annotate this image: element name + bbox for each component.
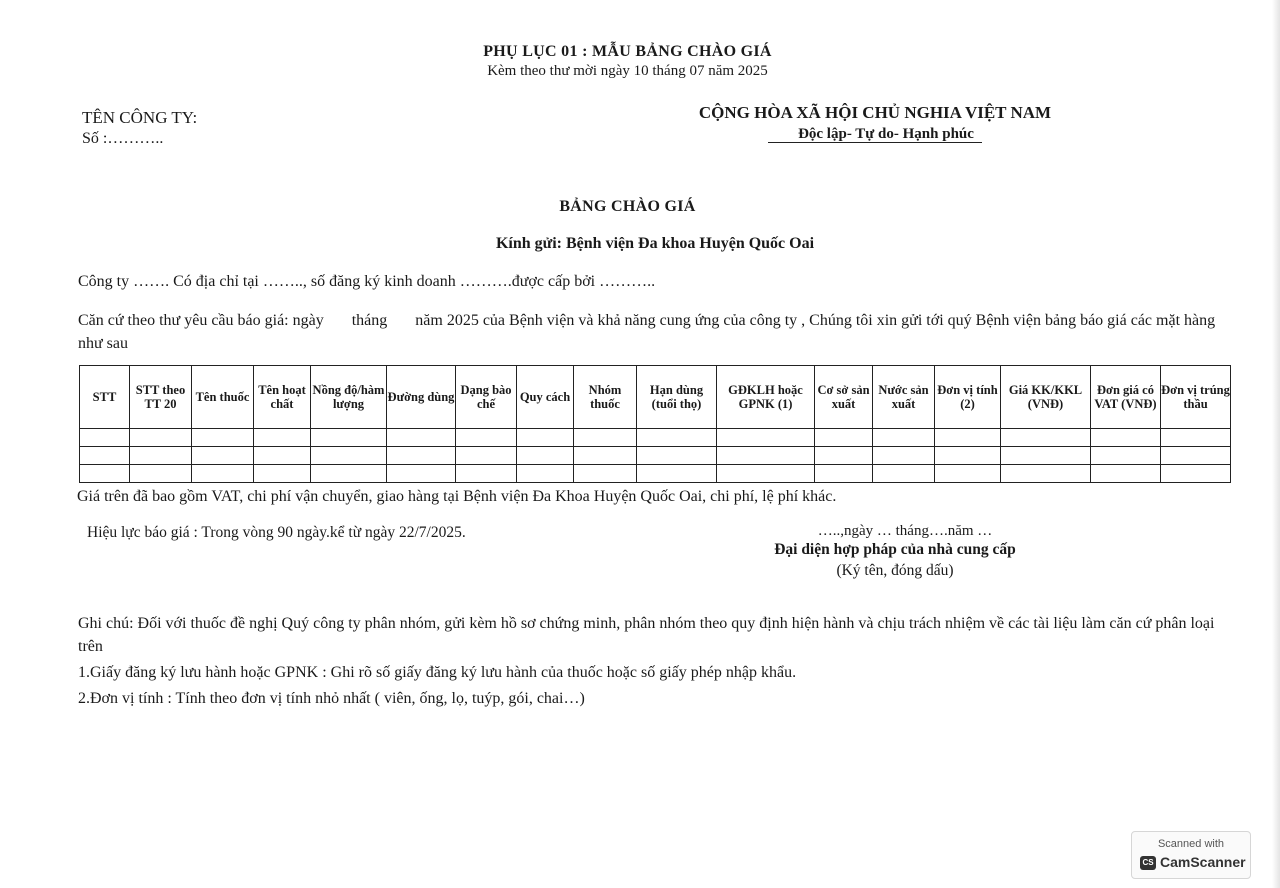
table-cell bbox=[311, 447, 387, 465]
column-header: Dạng bào chế bbox=[456, 366, 517, 429]
recipient-line: Kính gửi: Bệnh viện Đa khoa Huyện Quốc Oai bbox=[495, 235, 815, 252]
table-cell bbox=[1091, 465, 1161, 483]
table-cell bbox=[815, 429, 873, 447]
table-cell bbox=[873, 465, 935, 483]
column-header: Quy cách bbox=[517, 366, 574, 429]
camscanner-watermark bbox=[1131, 831, 1251, 879]
table-row bbox=[80, 447, 1231, 465]
column-header: Đường dùng bbox=[387, 366, 456, 429]
table-cell bbox=[517, 465, 574, 483]
column-header: STT theo TT 20 bbox=[130, 366, 192, 429]
table-cell bbox=[254, 429, 311, 447]
table-body bbox=[80, 429, 1231, 483]
appendix-subtitle: Kèm theo thư mời ngày 10 tháng 07 năm 2025 bbox=[487, 63, 768, 79]
column-header: Tên hoạt chất bbox=[254, 366, 311, 429]
appendix-title: PHỤ LỤC 01 : MẪU BẢNG CHÀO GIÁ bbox=[483, 43, 772, 60]
motto-text: Độc lập- Tự do- Hạnh phúc bbox=[768, 126, 982, 143]
table-cell bbox=[1001, 429, 1091, 447]
document-title: BẢNG CHÀO GIÁ bbox=[559, 198, 696, 215]
table-cell bbox=[387, 447, 456, 465]
signature-instruction: (Ký tên, đóng dấu) bbox=[836, 562, 954, 579]
validity-line: Hiệu lực báo giá : Trong vòng 90 ngày.kể từ ngày 22/7/2025. bbox=[87, 524, 466, 541]
table-cell bbox=[1161, 465, 1231, 483]
table-cell bbox=[80, 429, 130, 447]
national-motto bbox=[640, 126, 1110, 143]
column-header: GĐKLH hoặc GPNK (1) bbox=[717, 366, 815, 429]
column-header: Giá KK/KKL (VNĐ) bbox=[1001, 366, 1091, 429]
table-cell bbox=[1001, 465, 1091, 483]
table-cell bbox=[717, 465, 815, 483]
column-header: STT bbox=[80, 366, 130, 429]
table-cell bbox=[311, 429, 387, 447]
table-cell bbox=[637, 429, 717, 447]
table-cell bbox=[1091, 447, 1161, 465]
intro-basis-paragraph bbox=[78, 309, 1238, 355]
intro-basis-part-c: năm 2025 của Bệnh viện và khả năng cung ứng của công ty , Chúng tôi xin gửi tới quý Bệnh viện bảng báo giá các mặt hàng như sau bbox=[78, 312, 1216, 352]
note-item-1: 1.Giấy đăng ký lưu hành hoặc GPNK : Ghi rõ số giấy đăng ký lưu hành của thuốc hoặc số giấy phép nhập khẩu. bbox=[78, 664, 797, 681]
note-item-2: 2.Đơn vị tính : Tính theo đơn vị tính nhỏ nhất ( viên, ống, lọ, tuýp, gói, chai…) bbox=[78, 690, 585, 707]
table-cell bbox=[80, 465, 130, 483]
column-header: Hạn dùng (tuổi thọ) bbox=[637, 366, 717, 429]
table-cell bbox=[192, 429, 254, 447]
table-cell bbox=[517, 429, 574, 447]
table-cell bbox=[637, 465, 717, 483]
table-cell bbox=[517, 447, 574, 465]
table-cell bbox=[254, 447, 311, 465]
table-row bbox=[80, 429, 1231, 447]
table-row bbox=[80, 465, 1231, 483]
table-cell bbox=[815, 447, 873, 465]
table-cell bbox=[192, 447, 254, 465]
date-line: …..,ngày … tháng….năm … bbox=[817, 523, 993, 539]
table-cell bbox=[254, 465, 311, 483]
table-cell bbox=[456, 429, 517, 447]
table-cell bbox=[130, 447, 192, 465]
table-cell bbox=[717, 447, 815, 465]
company-name-label: TÊN CÔNG TY: bbox=[82, 108, 198, 127]
column-header: Đơn vị trúng thầu bbox=[1161, 366, 1231, 429]
intro-company-line: Công ty ……. Có địa chỉ tại …….., số đăng ký kinh doanh ……….được cấp bởi ……….. bbox=[78, 273, 656, 290]
table-cell bbox=[574, 429, 637, 447]
table-cell bbox=[574, 465, 637, 483]
table-cell bbox=[456, 465, 517, 483]
table-cell bbox=[387, 465, 456, 483]
company-number-label: Số :……….. bbox=[82, 130, 164, 147]
table-cell bbox=[456, 447, 517, 465]
note-paragraph: Ghi chú: Đối với thuốc đề nghị Quý công ty phân nhóm, gửi kèm hồ sơ chứng minh, phân nhóm theo quy định hiện hành và chịu trách nhiệm về các tài liệu làm căn cứ phân loại trên bbox=[78, 615, 1215, 655]
table-cell bbox=[1091, 429, 1161, 447]
table-cell bbox=[1161, 429, 1231, 447]
national-title: CỘNG HÒA XÃ HỘI CHỦ NGHIA VIỆT NAM bbox=[698, 103, 1052, 122]
table-header-row bbox=[80, 366, 1231, 429]
table-cell bbox=[637, 447, 717, 465]
column-header: Cơ sở sản xuất bbox=[815, 366, 873, 429]
table-cell bbox=[130, 429, 192, 447]
column-header: Tên thuốc bbox=[192, 366, 254, 429]
table-cell bbox=[935, 429, 1001, 447]
table-cell bbox=[1161, 447, 1231, 465]
watermark-caption: Scanned with bbox=[1157, 838, 1225, 850]
column-header: Nước sản xuất bbox=[873, 366, 935, 429]
table-cell bbox=[717, 429, 815, 447]
representative-label: Đại diện hợp pháp của nhà cung cấp bbox=[774, 541, 1016, 558]
column-header: Đơn vị tính (2) bbox=[935, 366, 1001, 429]
table-cell bbox=[130, 465, 192, 483]
table-cell bbox=[192, 465, 254, 483]
table-cell bbox=[574, 447, 637, 465]
vat-note: Giá trên đã bao gồm VAT, chi phí vận chuyển, giao hàng tại Bệnh viện Đa Khoa Huyện Quốc Oai, chi phí, lệ phí khác. bbox=[77, 488, 837, 505]
camscanner-logo-icon: CS bbox=[1140, 856, 1156, 870]
page-edge-shadow bbox=[1272, 0, 1280, 888]
table-cell bbox=[935, 465, 1001, 483]
table-cell bbox=[873, 429, 935, 447]
price-quote-table bbox=[79, 365, 1231, 483]
table-cell bbox=[935, 447, 1001, 465]
table-cell bbox=[311, 465, 387, 483]
table-cell bbox=[80, 447, 130, 465]
intro-basis-part-b: tháng bbox=[351, 312, 388, 329]
table-cell bbox=[873, 447, 935, 465]
table-cell bbox=[387, 429, 456, 447]
table-cell bbox=[1001, 447, 1091, 465]
watermark-brand: CamScanner bbox=[1160, 854, 1246, 870]
column-header: Nhóm thuốc bbox=[574, 366, 637, 429]
column-header: Đơn giá có VAT (VNĐ) bbox=[1091, 366, 1161, 429]
intro-basis-part-a: Căn cứ theo thư yêu cầu báo giá: ngày bbox=[78, 312, 324, 329]
table-cell bbox=[815, 465, 873, 483]
column-header: Nồng độ/hàm lượng bbox=[311, 366, 387, 429]
